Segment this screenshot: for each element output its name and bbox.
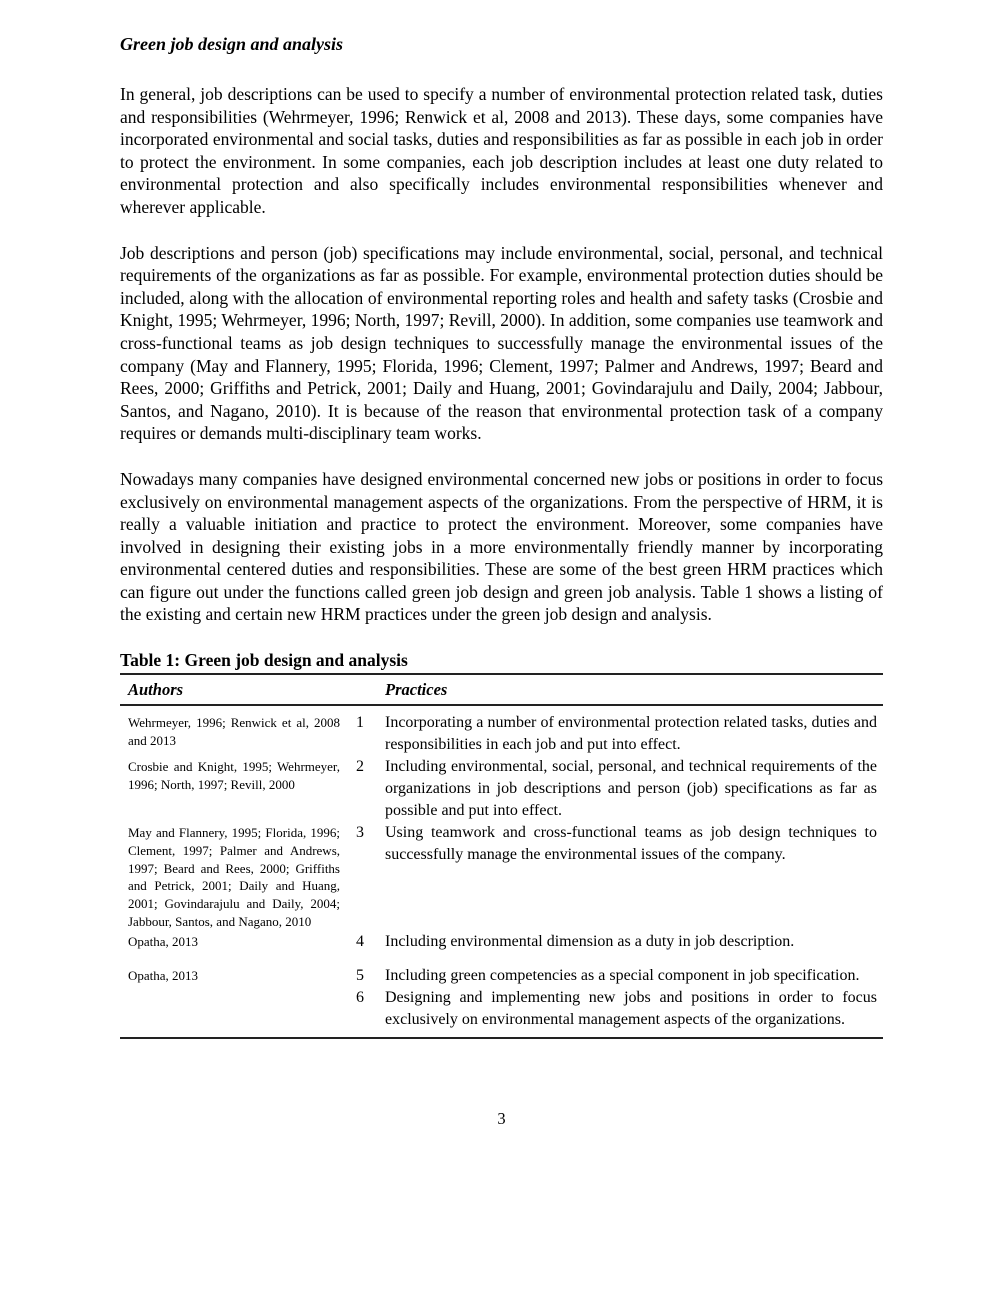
table-body: [120, 706, 883, 1037]
authors-cell: Opatha, 2013: [128, 933, 199, 949]
practice-text: Designing and implementing new jobs and positions in order to focus exclusively on environmental management aspects of the organizations.: [385, 988, 877, 1028]
practice-text: Incorporating a number of environmental protection related tasks, duties and responsibilities in each job and put into effect.: [385, 714, 877, 754]
practices-cell: [353, 756, 883, 822]
paragraph-1: In general, job descriptions can be used to specify a number of environmental protection related task, duties and responsibilities (Wehrmeyer, 1996; Renwick et al, 2008 and 2013). These days, some companies have incorporated environmental and social tasks, duties and responsibilities as far as possible in each job in order to protect the environment. In some companies, each job description includes at least one duty related to environmental protection and also specifically includes environmental responsibilities whenever and wherever applicable.: [120, 84, 883, 217]
table-header-row: [120, 675, 883, 706]
practice-number: 4: [356, 932, 364, 950]
authors-cell: May and Flannery, 1995; Florida, 1996; Clement, 1997; Palmer and Andrews, 1997; Beard and Rees, 2000; Griffiths and Petrick, 2001; Daily and Huang, 2001; Govindarajulu and Daily, 2004; Jabbour, Santos, and Nagano, 2010: [128, 825, 340, 930]
practice-item: [353, 987, 883, 1031]
practice-item: [353, 712, 883, 756]
practice-item: [353, 931, 883, 953]
authors-cell: Crosbie and Knight, 1995; Wehrmeyer, 1996; North, 1997; Revill, 2000: [128, 759, 340, 792]
practices-cell: [353, 931, 883, 953]
practice-text: Using teamwork and cross-functional teams as job design techniques to successfully manage the environmental issues of the company.: [385, 824, 877, 864]
table-row: [120, 931, 883, 953]
table-row: [120, 712, 883, 756]
column-header-authors: Authors: [128, 680, 184, 700]
paragraph-2: Job descriptions and person (job) specifications may include environmental, social, personal, and technical requirements of the organizations as far as possible. For example, environmental protection duties should be included, along with the allocation of environmental reporting roles and health and safety tasks (Crosbie and Knight, 1995; Wehrmeyer, 1996; North, 1997; Revill, 2000). In addition, some companies use teamwork and cross-functional teams as job design techniques to successfully manage the environmental issues of the company (May and Flannery, 1995; Florida, 1996; Clement, 1997; Palmer and Andrews, 1997; Beard and Rees, 2000; Griffiths and Petrick, 2001; Daily and Huang, 2001; Govindarajulu and Daily, 2004; Jabbour, Santos, and Nagano, 2010). It is because of the reason that environmental protection task of a company requires or demands multi-disciplinary team works.: [120, 242, 883, 444]
practice-item: [353, 756, 883, 822]
practice-item: [353, 965, 883, 987]
paragraph-3: Nowadays many companies have designed environmental concerned new jobs or positions in order to focus exclusively on environmental management aspects of the organizations. From the perspective of HRM, it is really a valuable initiation and practice to protect the environment. Moreover, some companies have involved in designing their existing jobs in a more environmentally friendly manner by incorporating environmental centered duties and responsibilities. These are some of the best green HRM practices which can figure out under the functions called green job design and green job analysis. Table 1 shows a listing of the existing and certain new HRM practices under the green job design and analysis.: [120, 468, 883, 625]
table-1: [120, 673, 883, 1039]
practice-number: 5: [356, 966, 364, 984]
table-row: [120, 965, 883, 1031]
practices-cell: [353, 965, 883, 1031]
table-row: [120, 756, 883, 822]
section-heading: Green job design and analysis: [120, 34, 344, 54]
table-1-block: [120, 649, 883, 1039]
table-row: [120, 822, 883, 931]
practices-cell: [353, 712, 883, 756]
practice-text: Including environmental dimension as a duty in job description.: [385, 932, 795, 950]
practice-number: 2: [356, 758, 364, 776]
table-caption: Table 1: Green job design and analysis: [120, 650, 408, 671]
authors-cell: Opatha, 2013: [128, 967, 199, 983]
authors-cell: Wehrmeyer, 1996; Renwick et al, 2008 and 2013: [128, 715, 340, 748]
page-number: 3: [497, 1108, 506, 1128]
practice-text: Including green competencies as a special component in job specification.: [385, 966, 860, 984]
practices-cell: [353, 822, 883, 931]
column-header-practices: Practices: [385, 680, 448, 700]
practice-number: 1: [356, 714, 364, 732]
practice-text: Including environmental, social, personal, and technical requirements of the organizations in job descriptions and person (job) specifications as far as possible and put into effect.: [385, 758, 877, 820]
practice-number: 6: [356, 988, 364, 1006]
practice-number: 3: [356, 824, 364, 842]
practice-item: [353, 822, 883, 866]
